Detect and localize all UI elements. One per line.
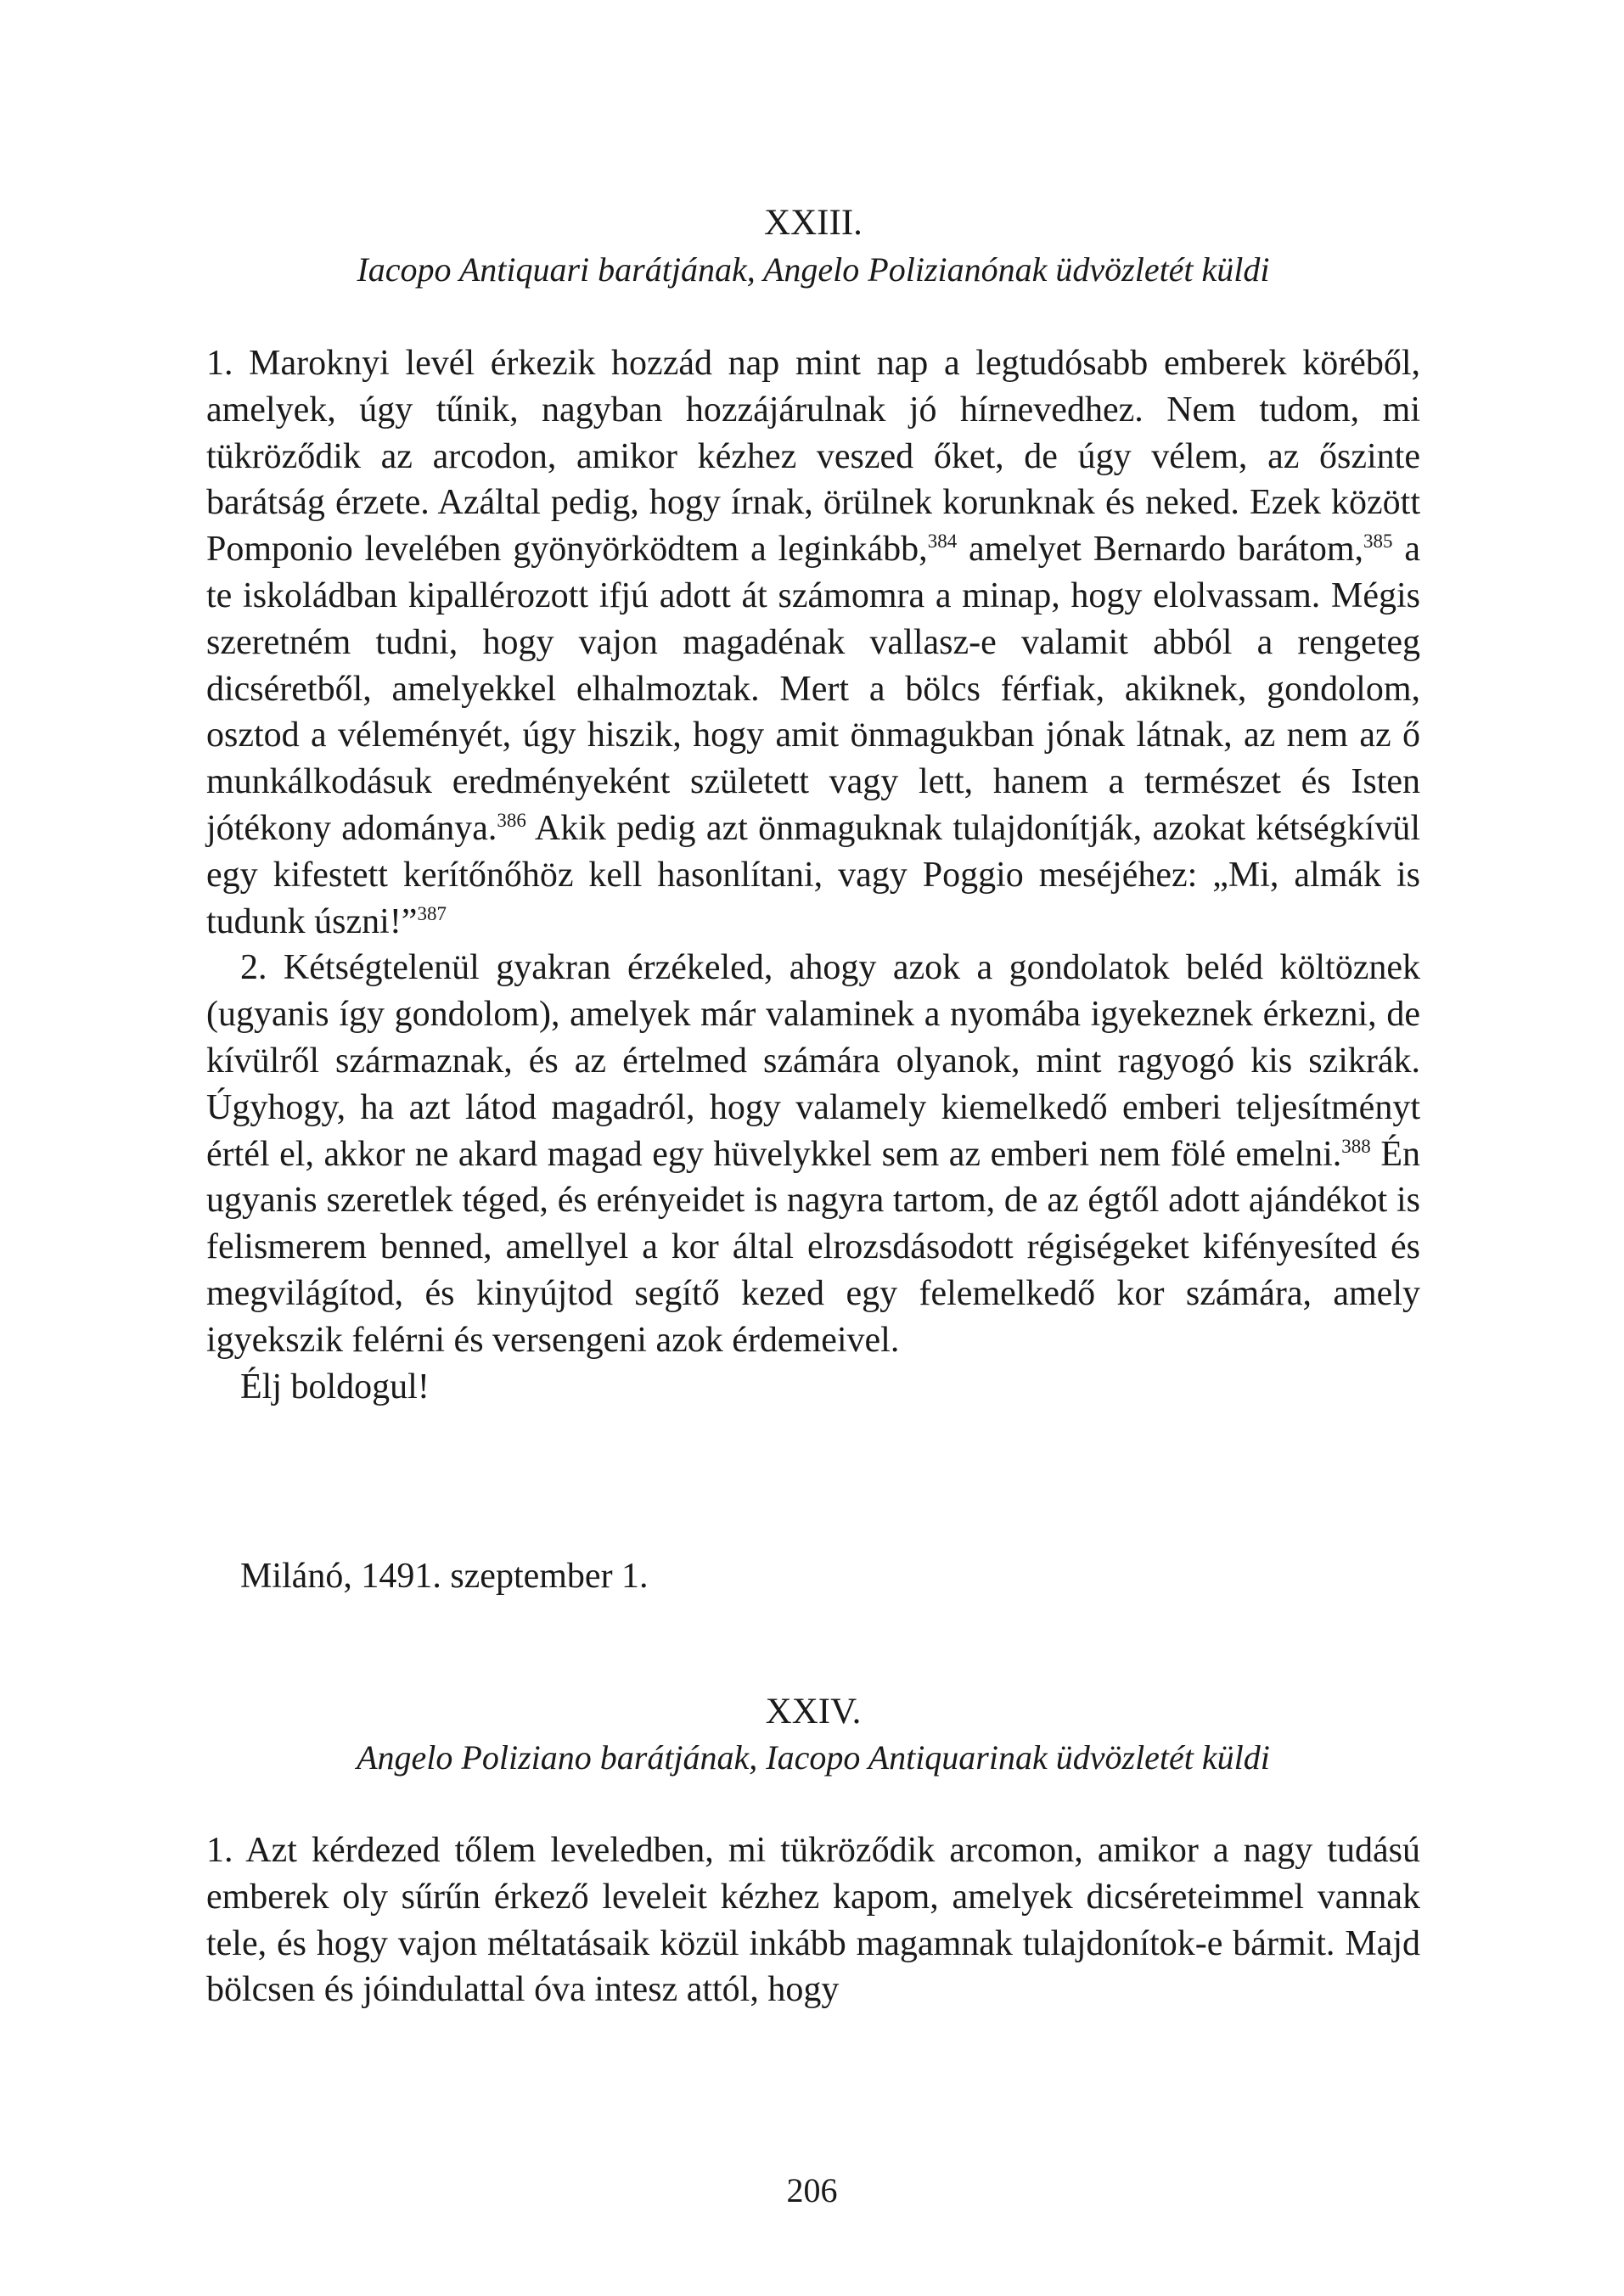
footnote-ref-384: 384 <box>927 530 958 553</box>
letter-xxiii-closing: Élj boldogul! <box>240 1367 430 1406</box>
letter-xxiv-numeral: XXIV. <box>765 1692 862 1732</box>
footnote-ref-388: 388 <box>1341 1135 1371 1157</box>
letter-xxiii-numeral: XXIII. <box>764 203 863 243</box>
letter-xxiv-paragraph-1: 1. Azt kérdezed tőlem leveledben, mi tükröződik arcomon, amikor a nagy tudású emberek oly sűrűn érkező leveleit kézhez kapom, amelyek dicséreteimmel vannak tele, és hogy vajon méltatásaik közül inkább magamnak tulajdonítok-e bármit. Majd bölcsen és jóindulattal óva intesz attól, hogy <box>206 1831 1420 2010</box>
footnote-ref-385: 385 <box>1363 530 1393 553</box>
footnote-ref-387: 387 <box>417 902 447 924</box>
letter-xxiii-subtitle: Iacopo Antiquari barátjának, Angelo Polizianónak üdvözletét küldi <box>357 250 1270 289</box>
letter-xxiv-subtitle: Angelo Poliziano barátjának, Iacopo Antiquarinak üdvözletét küldi <box>357 1738 1270 1777</box>
page-number: 206 <box>786 2171 838 2209</box>
letter-xxiii-dateline: Milánó, 1491. szeptember 1. <box>240 1557 649 1596</box>
letter-xxiii-paragraph-2: 2. Kétségtelenül gyakran érzékeled, ahogy azok a gondolatok beléd költöznek (ugyanis így gondolom), amelyek már valaminek a nyomába igyekeznek érkezni, de kívülről származnak, és az értelmed számára olyanok, mint ragyogó kis szikrák. Úgyhogy, ha azt látod magadról, hogy valamely kiemelkedő emberi teljesítményt értél el, akkor ne akard magad egy hüvelykkel sem az emberi nem fölé emelni.$^{388}$ Én ugyanis szeretlek téged, és erényeidet is nagyra tartom, de az égtől adott ajándékot is felismerem benned, amellyel a kor által elrozsdásodott régiségeket kifényesíted és megvilágítod, és kinyújtod segítő kezed egy felemelkedő kor számára, amely igyekszik felérni és versengeni azok érdemeivel. <box>206 948 1421 1360</box>
footnote-ref-386: 386 <box>497 809 526 831</box>
letter-xxiii-body <box>206 340 1420 1410</box>
letter-xxiii-paragraph-1: 1. Maroknyi levél érkezik hozzád nap mint nap a legtudósabb emberek köréből, amelyek, úgy tűnik, nagyban hozzájárulnak jó hírnevedhez. Nem tudom, mi tükröződik az arcodon, amikor kézhez veszed őket, de úgy vélem, az őszinte barátság érzete. Azáltal pedig, hogy írnak, örülnek korunknak és neked. Ezek között Pomponio levelében gyönyörködtem a leginkább,$^{384}$ amelyet Bernardo barátom,$^{385}$ a te iskoládban kipallérozott ifjú adott át számomra a minap, hogy elolvassam. Mégis szeretném tudni, hogy vajon magadénak vallasz-e valamit abból a rengeteg dicséretből, amelyekkel elhalmoztak. Mert a bölcs férfiak, akiknek, gondolom, osztod a véleményét, úgy hiszik, hogy amit önmagukban jónak látnak, az nem az ő munkálkodásuk eredményeként született vagy lett, hanem a természet és Isten jótékony adománya.$^{386}$ Akik pedig azt önmaguknak tulajdonítják, azokat kétségkívül egy kifestett kerítőnőhöz kell hasonlítani, vagy Poggio meséjéhez: „Mi, almák is tudunk úszni!”$^{387}$ <box>206 344 1420 941</box>
letter-xxiv-body <box>206 1827 1420 2013</box>
